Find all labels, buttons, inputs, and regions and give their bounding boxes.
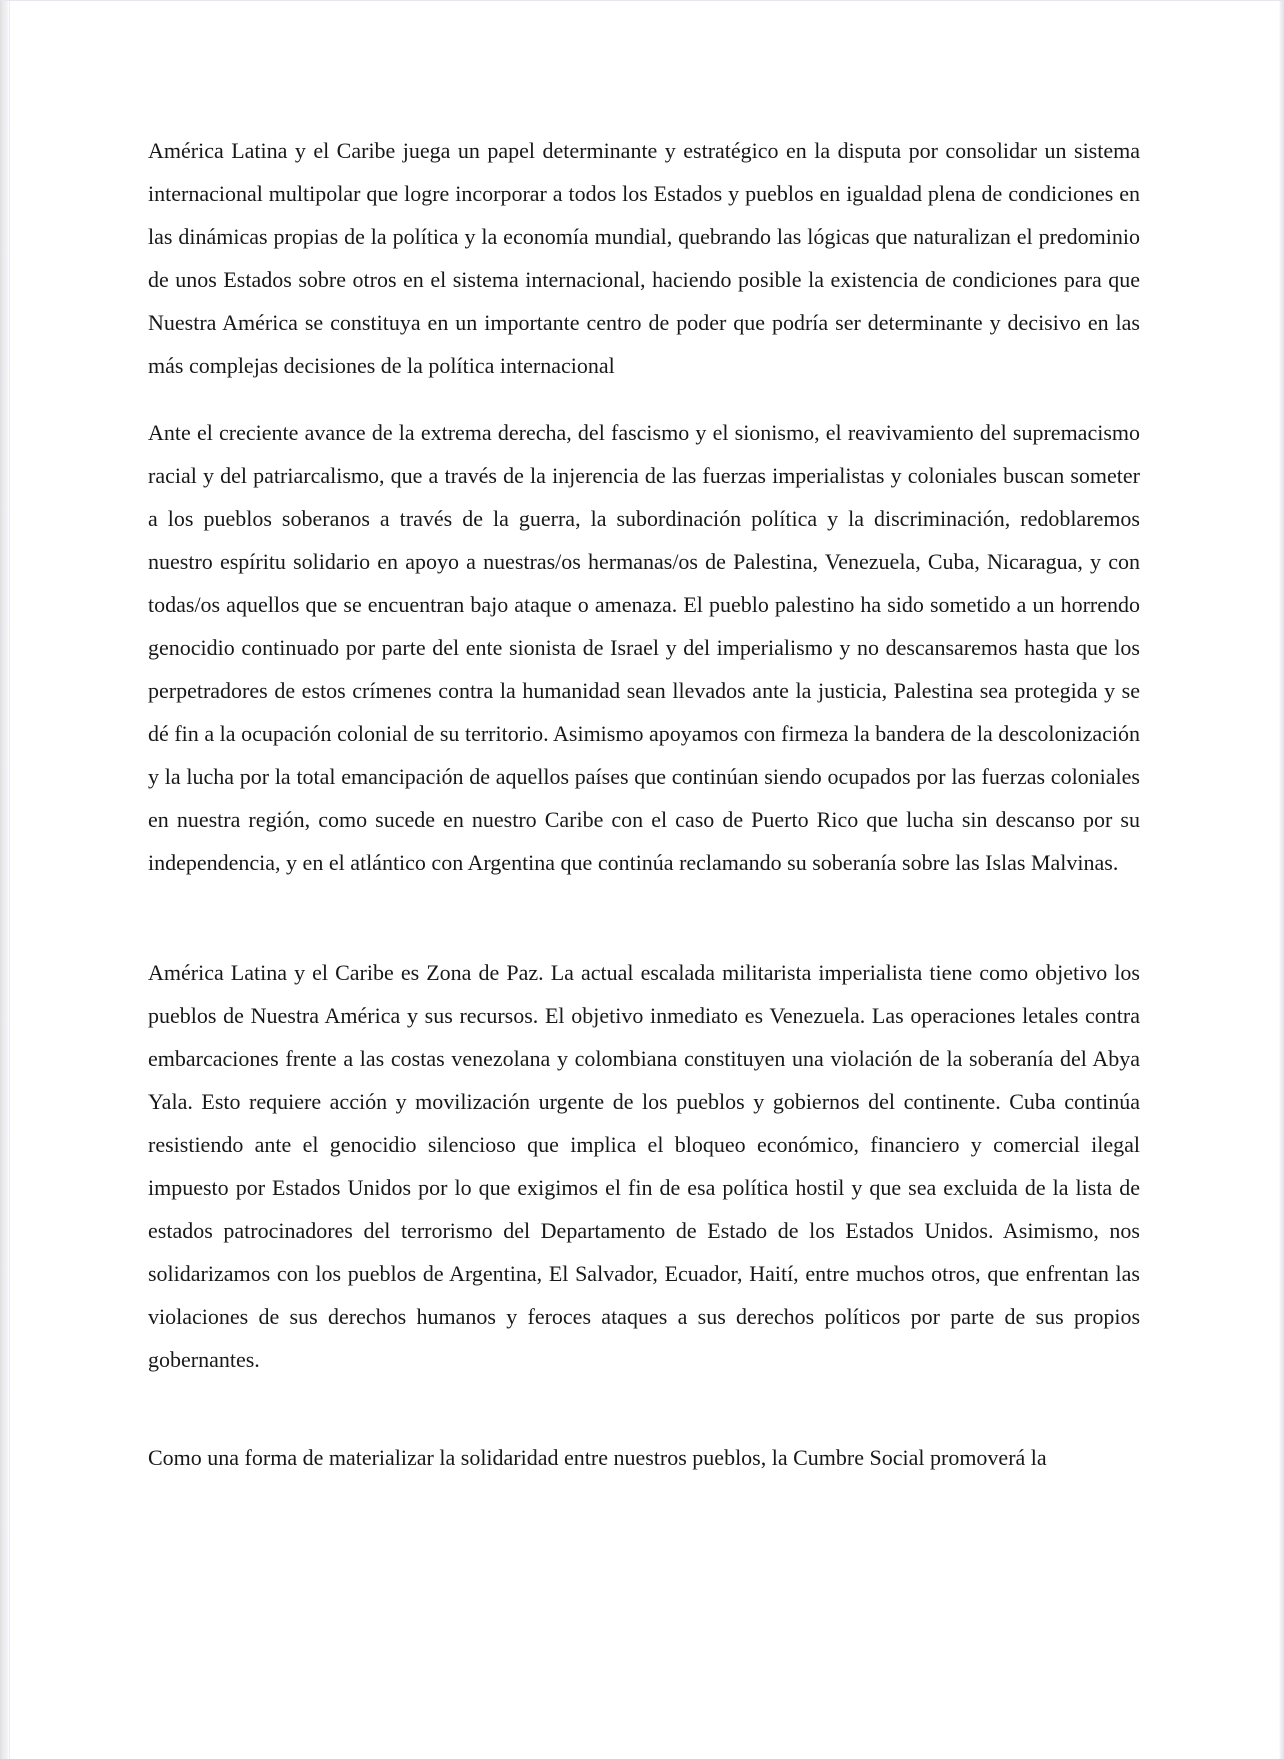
page-right-edge	[1279, 1, 1284, 1759]
paragraph-zone-of-peace: América Latina y el Caribe es Zona de Paz. La actual escalada militarista imperialista tiene como objetivo los pueblos de Nuestra América y sus recursos. El objetivo inmediato es Venezuela. Las operaciones letales contra embarcaciones frente a las costas venezolana y colombiana constituyen una violación de la soberanía del Abya Yala. Esto requiere acción y movilización urgente de los pueblos y gobiernos del continente. Cuba continúa resistiendo ante el genocidio silencioso que implica el bloqueo económico, financiero y comercial ilegal impuesto por Estados Unidos por lo que exigimos el fin de esa política hostil y que sea excluida de la lista de estados patrocinadores del terrorismo del Departamento de Estado de los Estados Unidos. Asimismo, nos solidarizamos con los pueblos de Argentina, El Salvador, Ecuador, Haití, entre muchos otros, que enfrentan las violaciones de sus derechos humanos y feroces ataques a sus derechos políticos por parte de sus propios gobernantes.	[148, 960, 1140, 1372]
paragraph-multipolar-world: América Latina y el Caribe juega un papel determinante y estratégico en la disputa por consolidar un sistema internacional multipolar que logre incorporar a todos los Estados y pueblos en igualdad plena de condiciones en las dinámicas propias de la política y la economía mundial, quebrando las lógicas que naturalizan el predominio de unos Estados sobre otros en el sistema internacional, haciendo posible la existencia de condiciones para que Nuestra América se constituya en un importante centro de poder que podría ser determinante y decisivo en las más complejas decisiones de la política internacional	[148, 138, 1140, 378]
document-body	[148, 129, 1140, 1479]
page-left-edge	[0, 1, 10, 1759]
paragraph-solidarity-palestine: Ante el creciente avance de la extrema derecha, del fascismo y el sionismo, el reavivamiento del supremacismo racial y del patriarcalismo, que a través de la injerencia de las fuerzas imperialistas y coloniales buscan someter a los pueblos soberanos a través de la guerra, la subordinación política y la discriminación, redoblaremos nuestro espíritu solidario en apoyo a nuestras/os hermanas/os de Palestina, Venezuela, Cuba, Nicaragua, y con todas/os aquellos que se encuentran bajo ataque o amenaza. El pueblo palestino ha sido sometido a un horrendo genocidio continuado por parte del ente sionista de Israel y del imperialismo y no descansaremos hasta que los perpetradores de estos crímenes contra la humanidad sean llevados ante la justicia, Palestina sea protegida y se dé fin a la ocupación colonial de su territorio. Asimismo apoyamos con firmeza la bandera de la descolonización y la lucha por la total emancipación de aquellos países que continúan siendo ocupados por las fuerzas coloniales en nuestra región, como sucede en nuestro Caribe con el caso de Puerto Rico que lucha sin descanso por su independencia, y en el atlántico con Argentina que continúa reclamando su soberanía sobre las Islas Malvinas.	[148, 420, 1140, 875]
paragraph-cumbre-social: Como una forma de materializar la solidaridad entre nuestros pueblos, la Cumbre Social promoverá la	[148, 1445, 1047, 1470]
